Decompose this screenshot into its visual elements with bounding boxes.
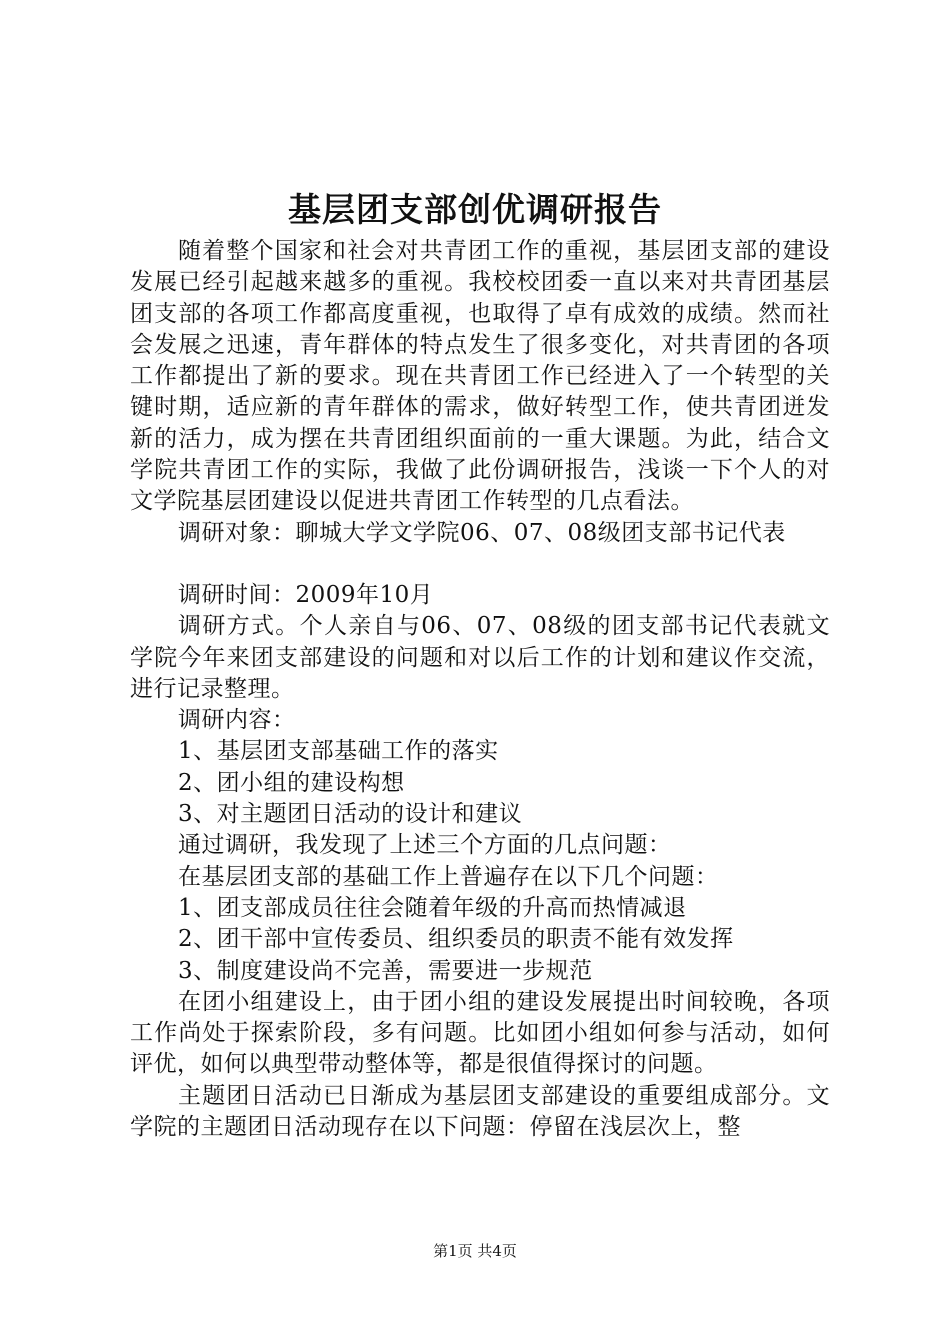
intro-paragraph: 随着整个国家和社会对共青团工作的重视，基层团支部的建设发展已经引起越来越多的重视。我校校团委一直以来对共青团基层团支部的各项工作都高度重视，也取得了卓有成效的成绩。然而社会发展之迅速，青年群体的特点发生了很多变化，对共青团的各项工作都提出了新的要求。现在共青团工作已经进入了一个转型的关键时期，适应新的青年群体的需求，做好转型工作，使共青团迸发新的活力，成为摆在共青团组织面前的一重大课题。为此，结合文学院共青团工作的实际，我做了此份调研报告，浅谈一下个人的对文学院基层团建设以促进共青团工作转型的几点看法。	[130, 238, 830, 515]
page-number-footer: 第1页 共4页	[433, 1242, 517, 1260]
list-item: 1、团支部成员往往会随着年级的升高而热情减退	[178, 894, 687, 921]
list-item: 2、团干部中宣传委员、组织委员的职责不能有效发挥	[178, 926, 734, 953]
survey-subject: 调研对象：聊城大学文学院06、07、08级团支部书记代表	[178, 519, 786, 546]
list-item: 1、基层团支部基础工作的落实	[178, 738, 499, 765]
survey-content-heading: 调研内容：	[178, 707, 296, 734]
survey-method: 调研方式。个人亲自与06、07、08级的团支部书记代表就文学院今年来团支部建设的问题和对以后工作的计划和建议作交流，进行记录整理。	[130, 613, 830, 702]
list-item: 3、对主题团日活动的设计和建议	[178, 801, 523, 828]
document-body	[130, 236, 830, 1143]
survey-time: 调研时间：2009年10月	[178, 581, 434, 608]
findings-intro: 通过调研，我发现了上述三个方面的几点问题：	[178, 832, 672, 859]
list-item: 3、制度建设尚不完善，需要进一步规范	[178, 957, 593, 984]
basic-work-problems-heading: 在基层团支部的基础工作上普遍存在以下几个问题：	[178, 863, 719, 890]
group-building-paragraph: 在团小组建设上，由于团小组的建设发展提出时间较晚，各项工作尚处于探索阶段，多有问题。比如团小组如何参与活动，如何评优，如何以典型带动整体等，都是很值得探讨的问题。	[130, 988, 830, 1078]
theme-activity-paragraph: 主题团日活动已日渐成为基层团支部建设的重要组成部分。文学院的主题团日活动现存在以下问题：停留在浅层次上，整	[130, 1082, 830, 1141]
document-title: 基层团支部创优调研报告	[288, 190, 662, 229]
list-item: 2、团小组的建设构想	[178, 769, 405, 796]
